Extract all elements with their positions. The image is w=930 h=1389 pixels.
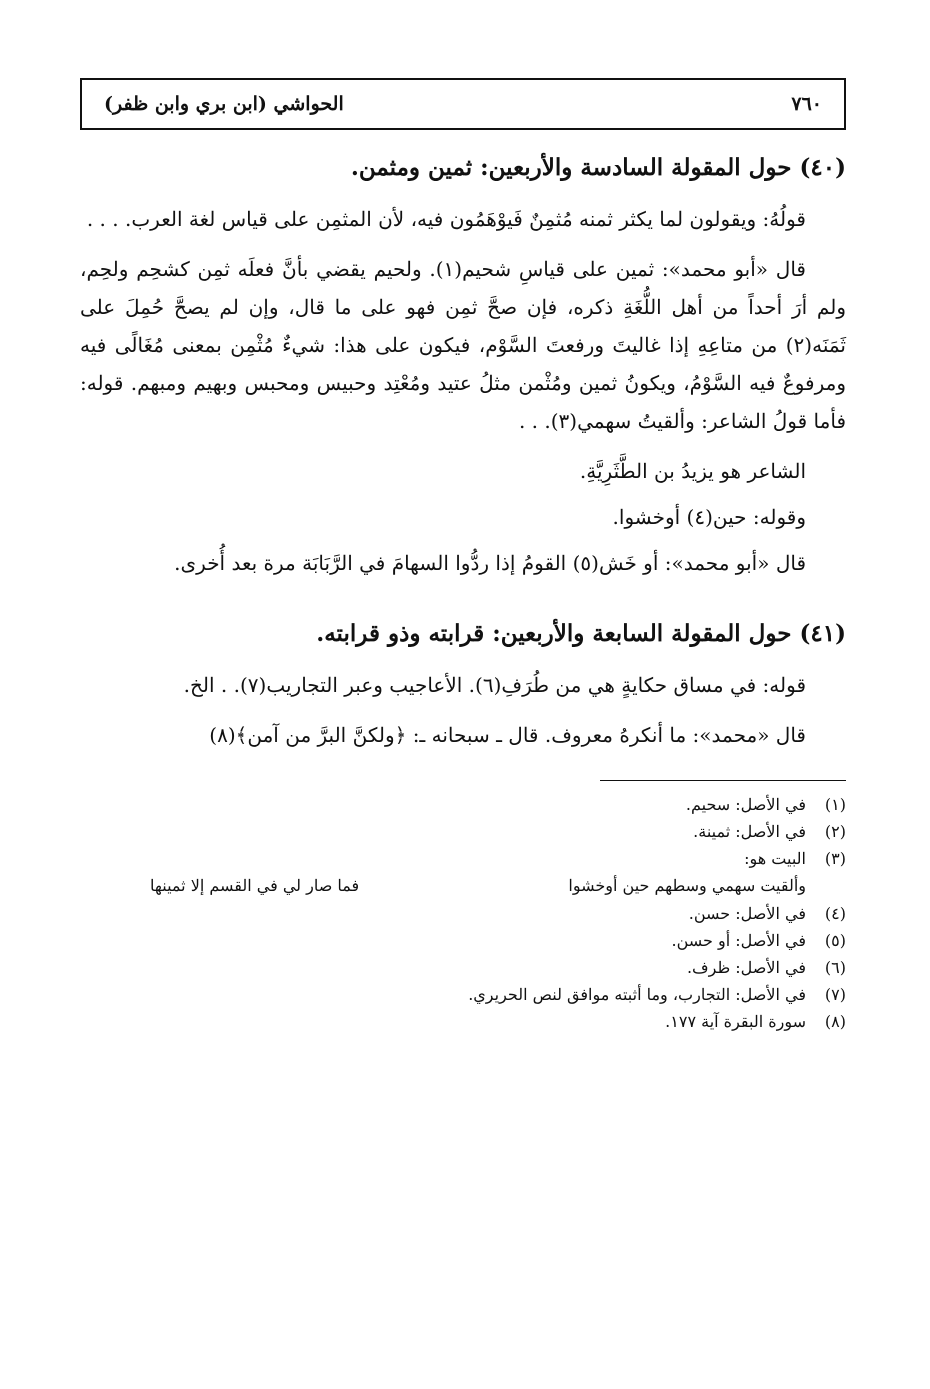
- verse-first-hemistich: وألقيت سهمي وسطهم حين أوخشوا: [568, 876, 806, 895]
- poetry-verse: [80, 872, 846, 900]
- footnotes: [80, 791, 846, 1035]
- paragraph: قال «أبو محمد»: أو خَش(٥) القومُ إذا ردُّوا السهامَ في الرَّبَابَة مرة بعد أُخرى.: [174, 551, 806, 575]
- footnote: (٢) في الأصل: ثمينة.: [693, 822, 846, 841]
- footnote: (٤) في الأصل: حسن.: [688, 904, 846, 923]
- running-header: [80, 78, 846, 130]
- footnote-divider: [600, 780, 846, 781]
- footnote: (٨) سورة البقرة آية ١٧٧.: [665, 1012, 846, 1031]
- footnote: (١) في الأصل: سحيم.: [685, 795, 846, 814]
- section-heading-41: (٤١) حول المقولة السابعة والأربعين: قرابته وذو قرابته.: [316, 620, 846, 647]
- paragraph: قوله: في مساق حكايةٍ هي من طُرَفِ(٦). الأعاجيب وعبر التجاريب(٧). . الخ.: [183, 673, 806, 697]
- paragraph: قال «محمد»: ما أنكرهُ معروف. قال ـ سبحانه ـ: ﴿ولكنَّ البرَّ من آمن﴾(٨): [209, 723, 806, 747]
- paragraph: قال «أبو محمد»: ثمين على قياسِ شحيم(١). ولحيم يقضي بأنَّ فعلَه ثمِن كشحِم ولحِم، ولم أرَ أحداً من أهل اللُّغَةِ ذكره، فإن صحَّ ثمِن فهو على ما قال، وإن لم يصحَّ حُمِلَ على ثَمَنَه(٢) من متاعِهِ إذا غاليتَ ورفعتَ السَّوْم، فيكون على هذا: شيءٌ مُثْمِن بمعنى مُغَالًى فيه ومرفوعٌ فيه السَّوْمُ، ويكونُ ثمين ومُثْمن مثلُ عتيد ومُعْتِد وحبيس ومحبس وبهيم ومبهم. قوله: فأما قولُ الشاعر: وألقيتُ سهمي(٣). . .: [80, 257, 846, 433]
- running-title: الحواشي (ابن بري وابن ظفر): [104, 93, 344, 115]
- paragraph: وقوله: حين(٤) أوخشوا.: [612, 505, 806, 529]
- page-content: [80, 150, 846, 1035]
- paragraph: الشاعر هو يزيدُ بن الطَّثَرِيَّةِ.: [579, 459, 806, 483]
- paragraph: قولُهُ: ويقولون لما يكثر ثمنه مُثمِنٌ فَيوْهَمُون فيه، لأن المثمِن على قياس لغة العرب. . . .: [86, 207, 806, 231]
- footnote: (٣) البيت هو:: [744, 849, 846, 868]
- section-heading-40: (٤٠) حول المقولة السادسة والأربعين: ثمين ومثمن.: [350, 154, 846, 181]
- footnote: (٥) في الأصل: أو حسن.: [671, 931, 846, 950]
- footnote: (٧) في الأصل: التجارب، وما أثبته موافق لنص الحريري.: [468, 985, 846, 1004]
- verse-second-hemistich: فما صار لي في القسم إلا ثمينها: [150, 876, 360, 895]
- page-number: ٧٦٠: [791, 93, 822, 115]
- footnote: (٦) في الأصل: ظرف.: [686, 958, 846, 977]
